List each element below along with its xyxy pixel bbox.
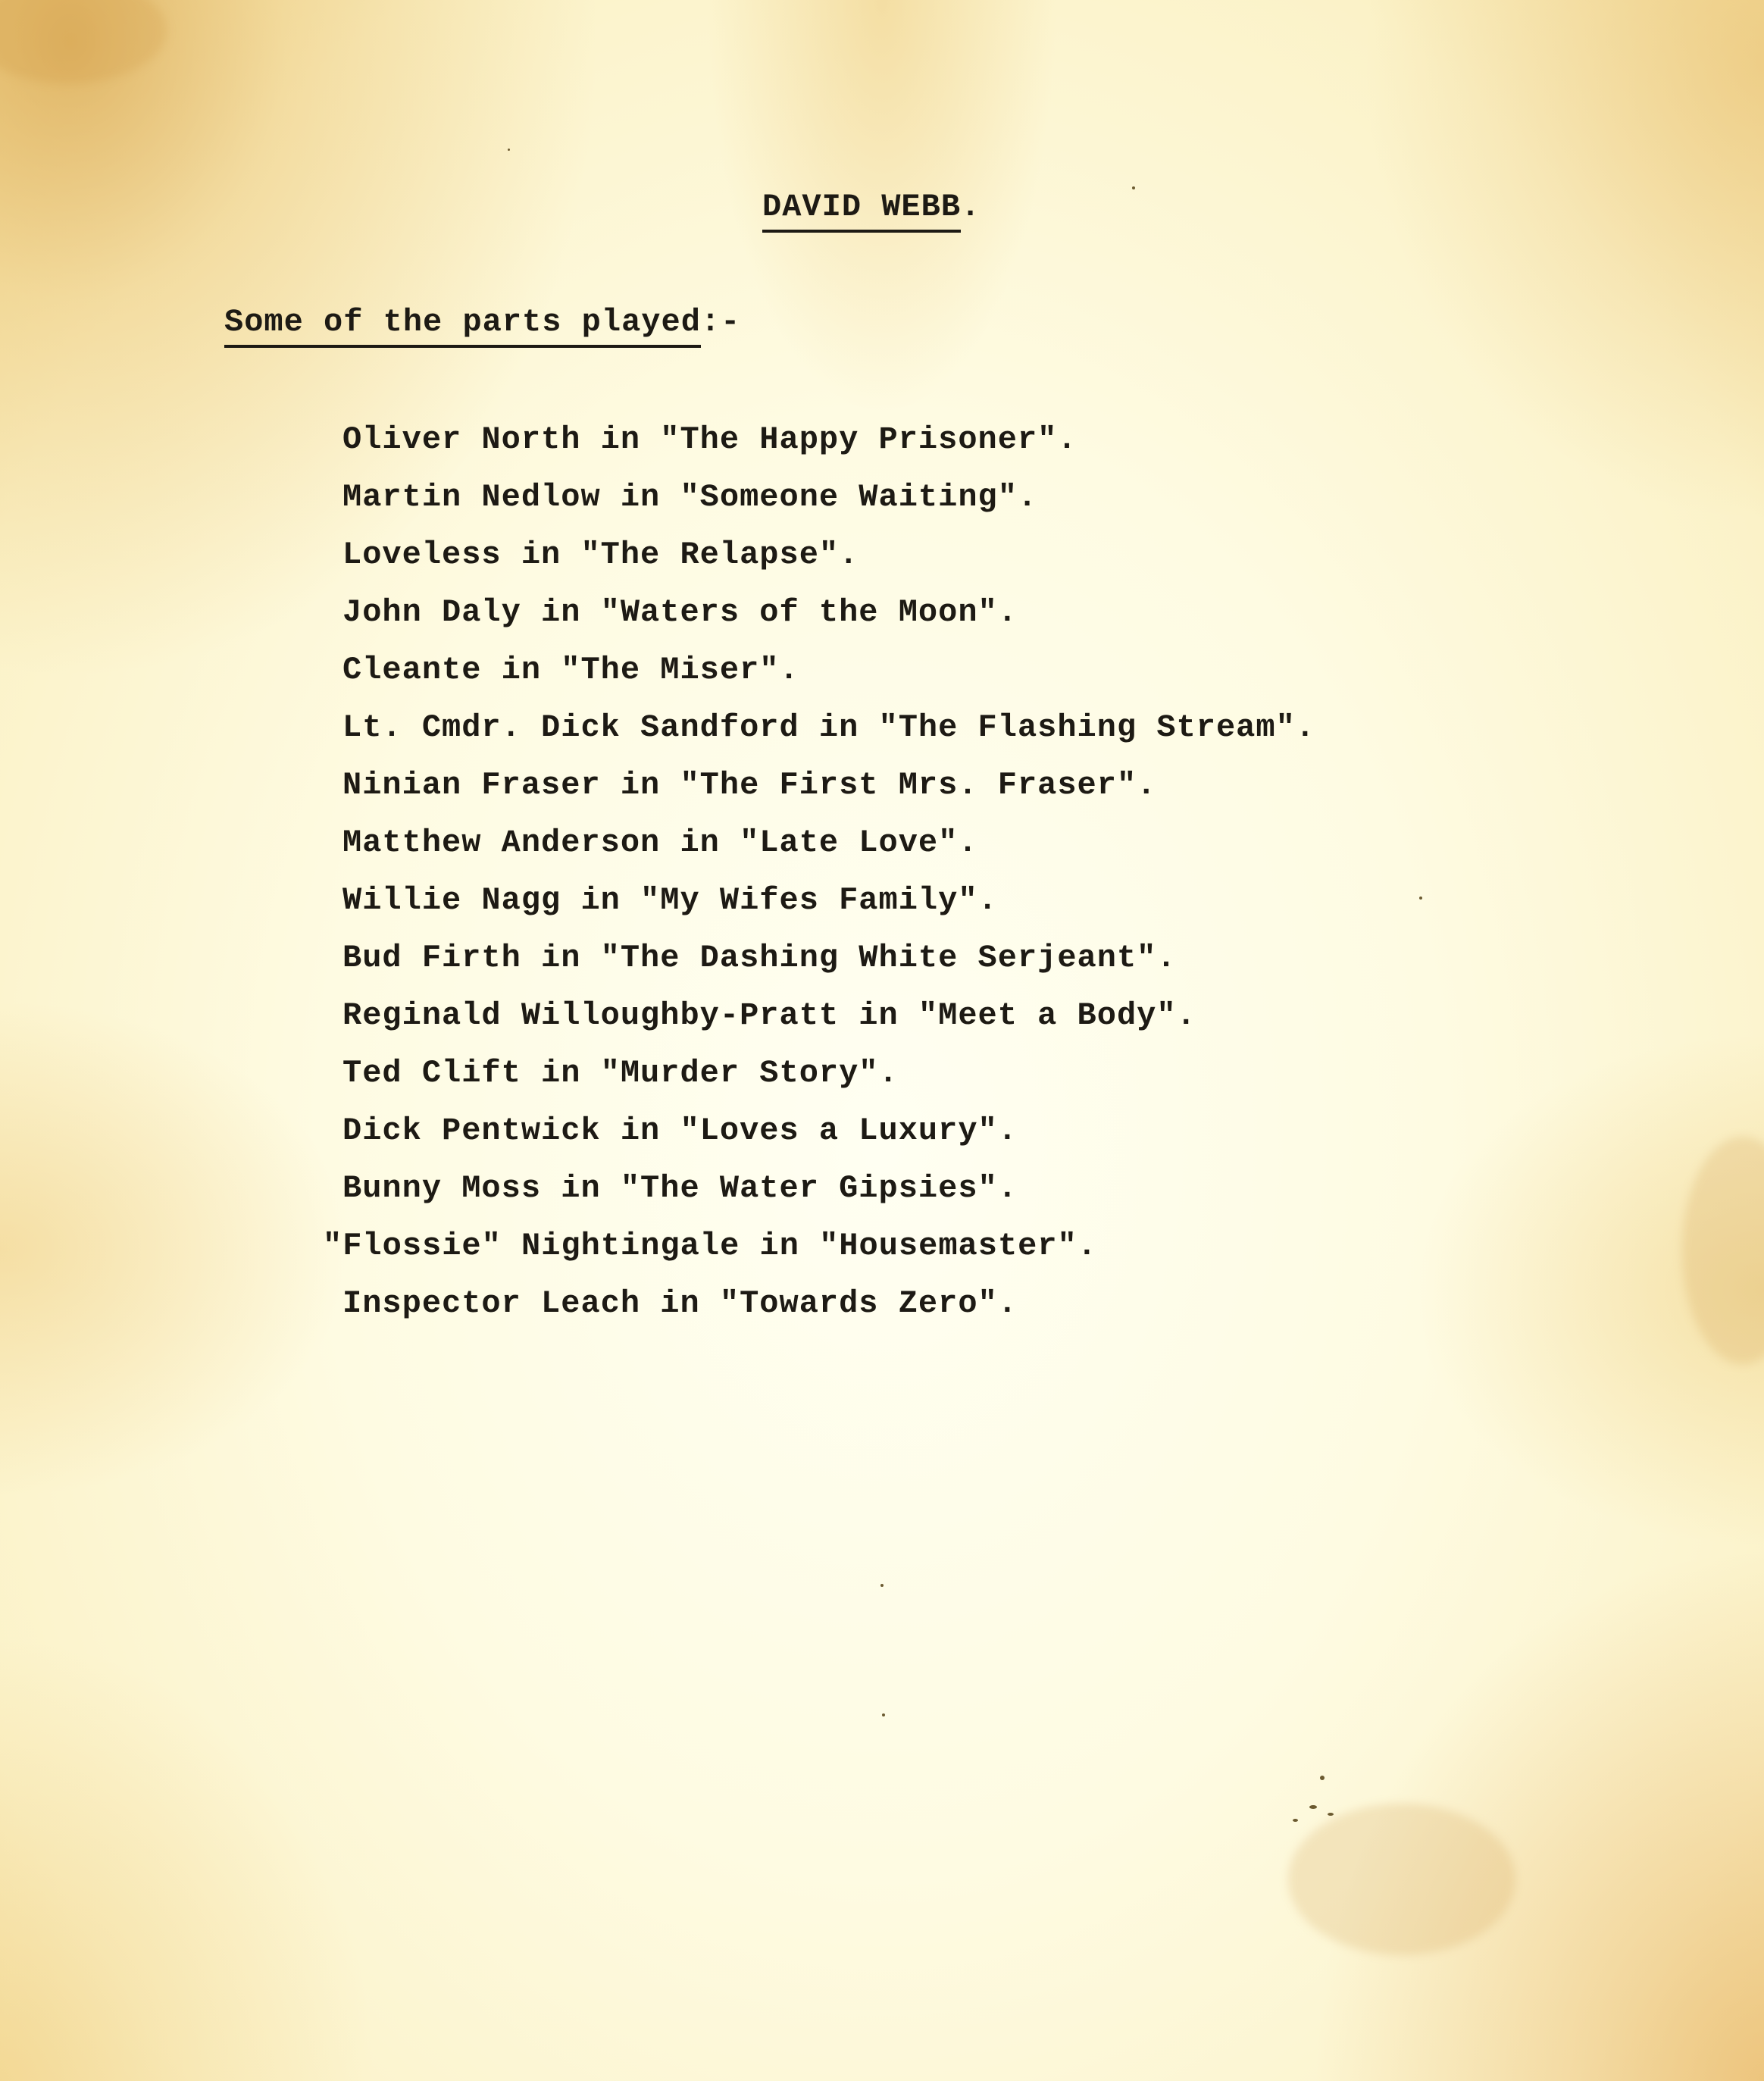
part-item: Reginald Willoughby-Pratt in "Meet a Body". xyxy=(342,997,1196,1034)
part-item: Loveless in "The Relapse". xyxy=(342,537,859,573)
part-item: Ninian Fraser in "The First Mrs. Fraser". xyxy=(342,767,1157,803)
page-title xyxy=(762,191,981,223)
paper-speck xyxy=(880,1584,884,1587)
part-item: Matthew Anderson in "Late Love". xyxy=(342,825,978,861)
part-item: Willie Nagg in "My Wifes Family". xyxy=(342,882,998,918)
paper-speck xyxy=(1309,1805,1317,1809)
section-heading xyxy=(224,306,740,338)
part-item: Bunny Moss in "The Water Gipsies". xyxy=(342,1170,1018,1206)
part-item: Inspector Leach in "Towards Zero". xyxy=(342,1285,1018,1322)
paper-speck xyxy=(1132,186,1135,189)
paper-stain xyxy=(0,0,167,83)
part-item: "Flossie" Nightingale in "Housemaster". xyxy=(323,1228,1097,1264)
section-heading-punct: :- xyxy=(700,304,741,340)
part-item: Cleante in "The Miser". xyxy=(342,652,799,688)
part-item: John Daly in "Waters of the Moon". xyxy=(342,594,1018,631)
paper-speck xyxy=(1293,1819,1298,1822)
page-title-punct: . xyxy=(961,189,981,225)
paper-speck xyxy=(1320,1776,1325,1780)
part-item: Martin Nedlow in "Someone Waiting". xyxy=(342,479,1038,515)
paper-speck xyxy=(882,1713,885,1716)
part-item: Lt. Cmdr. Dick Sandford in "The Flashing Stream". xyxy=(342,709,1316,746)
part-item: Oliver North in "The Happy Prisoner". xyxy=(342,421,1077,458)
part-item: Ted Clift in "Murder Story". xyxy=(342,1055,899,1091)
paper-speck xyxy=(1328,1813,1334,1816)
page-title-text: DAVID WEBB xyxy=(762,189,961,233)
parts-list xyxy=(323,420,1316,1341)
paper-stain xyxy=(1682,1137,1764,1364)
section-heading-text: Some of the parts played xyxy=(224,304,701,348)
paper-speck xyxy=(1419,897,1422,900)
part-item: Dick Pentwick in "Loves a Luxury". xyxy=(342,1112,1018,1149)
paper-speck xyxy=(508,149,510,151)
part-item: Bud Firth in "The Dashing White Serjeant". xyxy=(342,940,1177,976)
paper-stain xyxy=(1288,1804,1515,1955)
